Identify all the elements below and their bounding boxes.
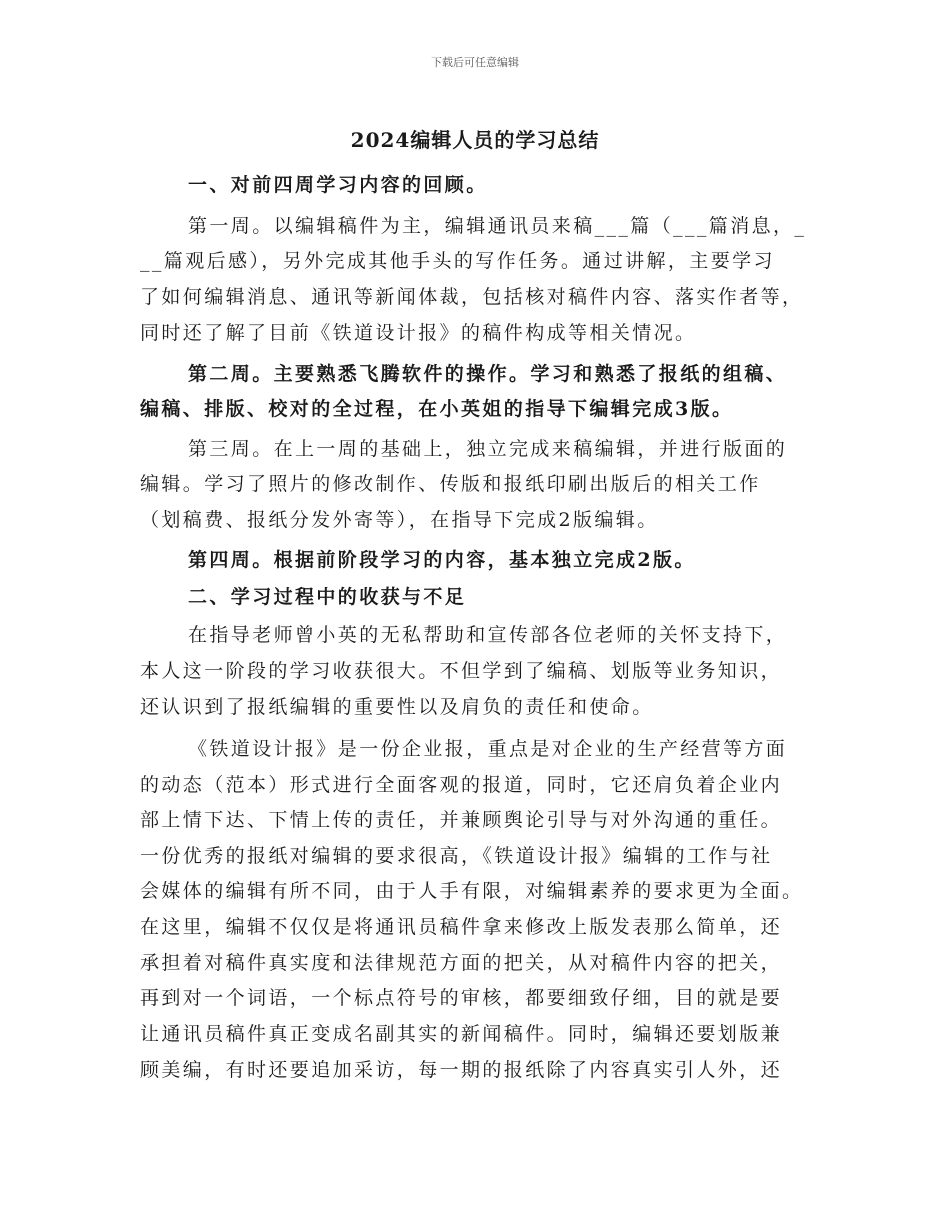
paragraph-line: 在这里，编辑不仅仅是将通讯员稿件拿来修改上版发表那么简单，还 xyxy=(140,916,783,938)
paragraph-line: 还认识到了报纸编辑的重要性以及肩负的责任和使命。 xyxy=(140,696,654,718)
paragraph-line: 《铁道设计报》是一份企业报，重点是对企业的生产经营等方面 xyxy=(188,738,788,760)
paragraph-line: 承担着对稿件真实度和法律规范方面的把关，从对稿件内容的把关， xyxy=(140,952,783,974)
section-heading: 二、学习过程中的收获与不足 xyxy=(188,586,467,608)
paragraph-line: 第一周。以编辑稿件为主，编辑通讯员来稿___篇（___篇消息，_ xyxy=(188,215,807,237)
paragraph-line: （划稿费、报纸分发外寄等），在指导下完成2版编辑。 xyxy=(140,509,659,531)
paragraph-line: 了如何编辑消息、通讯等新闻体裁，包括核对稿件内容、落实作者等， xyxy=(140,286,804,308)
paragraph-line: 再到对一个词语，一个标点符号的审核，都要细致仔细，目的就是要 xyxy=(140,987,783,1009)
paragraph-line: 第三周。在上一周的基础上，独立完成来稿编辑，并进行版面的 xyxy=(188,438,788,460)
paragraph-line: 第四周。根据前阶段学习的内容，基本独立完成2版。 xyxy=(188,549,696,571)
paragraph-line: 顾美编，有时还要追加采访，每一期的报纸除了内容真实引人外，还 xyxy=(140,1059,783,1081)
paragraph-line: __篇观后感），另外完成其他手头的写作任务。通过讲解，主要学习 xyxy=(140,250,775,272)
paragraph-line: 的动态（范本）形式进行全面客观的报道，同时，它还肩负着企业内 xyxy=(140,774,783,796)
paragraph-line: 编稿、排版、校对的全过程，在小英姐的指导下编辑完成3版。 xyxy=(140,398,734,420)
section-heading: 一、对前四周学习内容的回顾。 xyxy=(188,174,488,196)
paragraph-line: 同时还了解了目前《铁道设计报》的稿件构成等相关情况。 xyxy=(140,322,697,344)
paragraph-line: 本人这一阶段的学习收获很大。不但学到了编稿、划版等业务知识， xyxy=(140,660,783,682)
paragraph-line: 第二周。主要熟悉飞腾软件的操作。学习和熟悉了报纸的组稿、 xyxy=(188,363,788,385)
document-title: 2024编辑人员的学习总结 xyxy=(350,128,600,152)
header-note: 下载后可任意编辑 xyxy=(431,56,519,69)
paragraph-line: 在指导老师曾小英的无私帮助和宣传部各位老师的关怀支持下， xyxy=(188,624,788,646)
paragraph-line: 会媒体的编辑有所不同，由于人手有限，对编辑素养的要求更为全面。 xyxy=(140,880,804,902)
paragraph-line: 部上情下达、下情上传的责任，并兼顾舆论引导与对外沟通的重任。 xyxy=(140,809,783,831)
paragraph-line: 一份优秀的报纸对编辑的要求很高，《铁道设计报》编辑的工作与社 xyxy=(140,845,773,867)
paragraph-line: 让通讯员稿件真正变成名副其实的新闻稿件。同时，编辑还要划版兼 xyxy=(140,1023,783,1045)
paragraph-line: 编辑。学习了照片的修改制作、传版和报纸印刷出版后的相关工作 xyxy=(140,473,761,495)
